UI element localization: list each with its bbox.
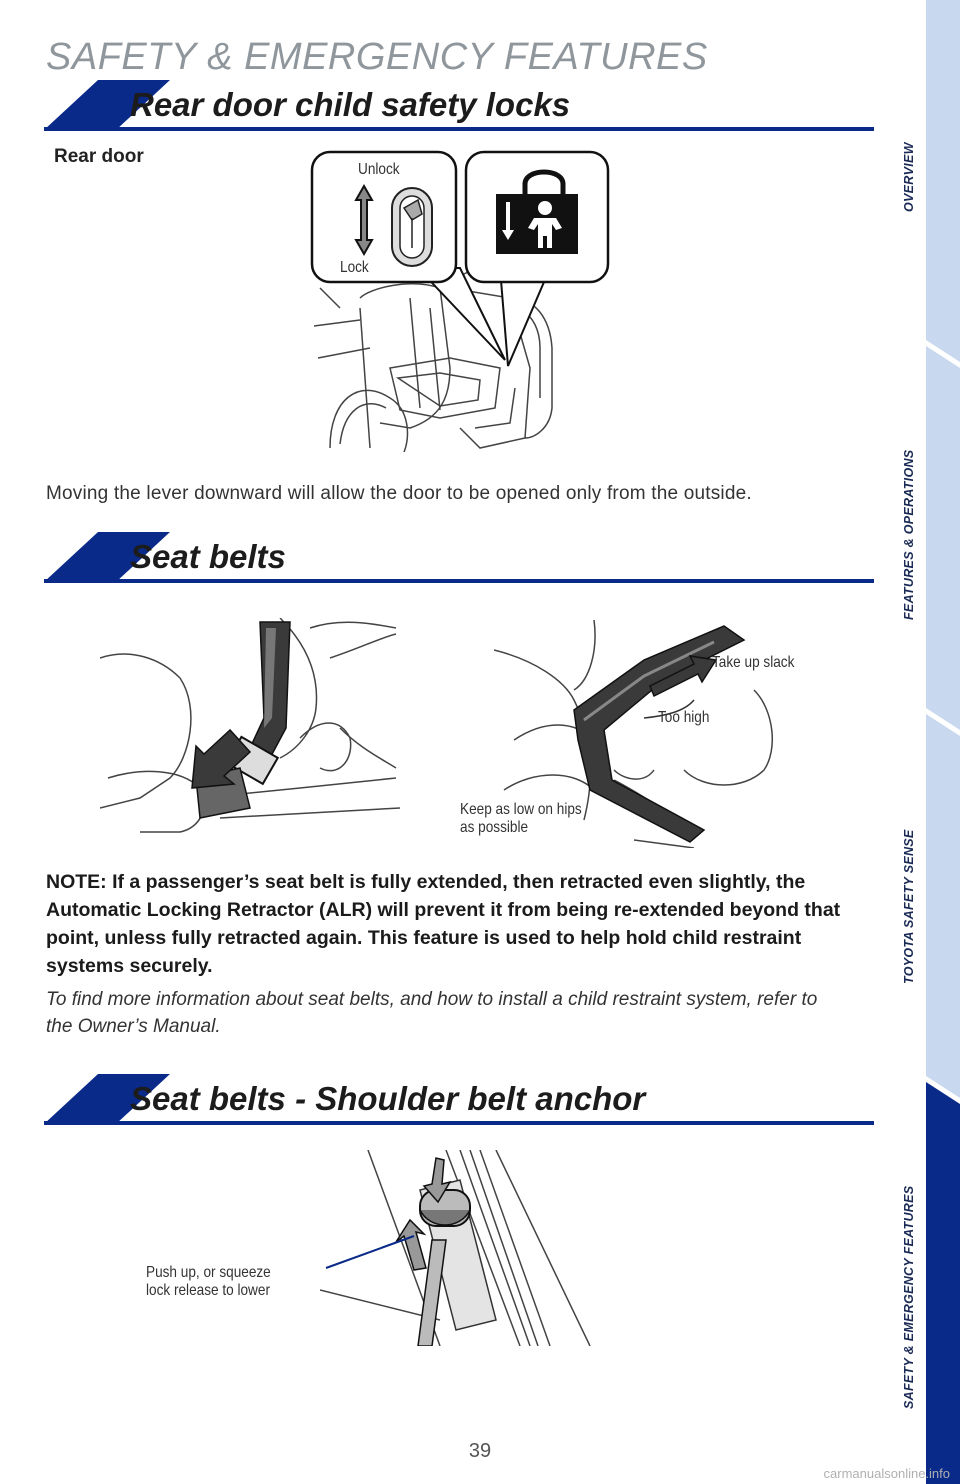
callout-too-high: Too high: [658, 709, 710, 726]
callout-lock: Lock: [340, 259, 369, 276]
page-number: 39: [468, 1440, 492, 1462]
footer-watermark: carmanualsonline.info: [823, 1466, 950, 1481]
section-title: Rear door child safety locks: [130, 86, 571, 123]
callout-keep-low-line-1: Keep as low on hips: [460, 801, 582, 818]
seat-belt-more-info: To find more information about seat belts, and how to install a child restraint system, refer to the Owner’s Manual.: [46, 989, 818, 1037]
section-bar-shoulder-anchor: [44, 1074, 874, 1128]
callout-push-line-1: Push up, or squeeze: [146, 1264, 271, 1281]
callout-keep-low-line-2: as possible: [460, 819, 529, 836]
buckle-illustration: [100, 618, 400, 840]
tab-safety-emergency-bg: [926, 1082, 960, 1484]
seat-belt-note: NOTE: If a passenger’s seat belt is fully extended, then retracted even slightly, the Automatic Locking Retractor (ALR) will prevent it from being re-extended beyond that point, unless fully retracted again. This feature is used to help hold child restraint systems securely.: [46, 871, 841, 977]
section-bar-rear-door-locks: [44, 80, 874, 134]
rear-door-description: Moving the lever downward will allow the door to be opened only from the outside.: [46, 483, 752, 504]
callout-push-line-2: lock release to lower: [146, 1282, 270, 1299]
figure-label-rear-door: Rear door: [54, 146, 144, 167]
side-tab-overview[interactable]: OVERVIEW: [902, 142, 916, 212]
lever-icon: [392, 188, 432, 266]
side-tab-toyota-safety-sense[interactable]: TOYOTA SAFETY SENSE: [902, 829, 916, 984]
section-bar-seat-belts: [44, 532, 874, 586]
callout-leader-line: [320, 1232, 420, 1272]
tab-overview-bg: [926, 0, 960, 362]
page-header: SAFETY & EMERGENCY FEATURES: [46, 36, 708, 78]
side-tab-features-operations[interactable]: FEATURES & OPERATIONS: [902, 449, 916, 620]
callout-unlock: Unlock: [358, 161, 400, 178]
tab-features-bg: [926, 346, 960, 730]
section-title: Seat belts - Shoulder belt anchor: [130, 1080, 646, 1117]
rear-door-illustration: [300, 148, 620, 458]
side-nav-tabs: [926, 0, 960, 1484]
section-title: Seat belts: [130, 538, 286, 575]
callout-take-up-slack: Take up slack: [712, 654, 795, 671]
side-tab-safety-emergency[interactable]: SAFETY & EMERGENCY FEATURES: [902, 1185, 916, 1409]
tab-safety-sense-bg: [926, 714, 960, 1098]
